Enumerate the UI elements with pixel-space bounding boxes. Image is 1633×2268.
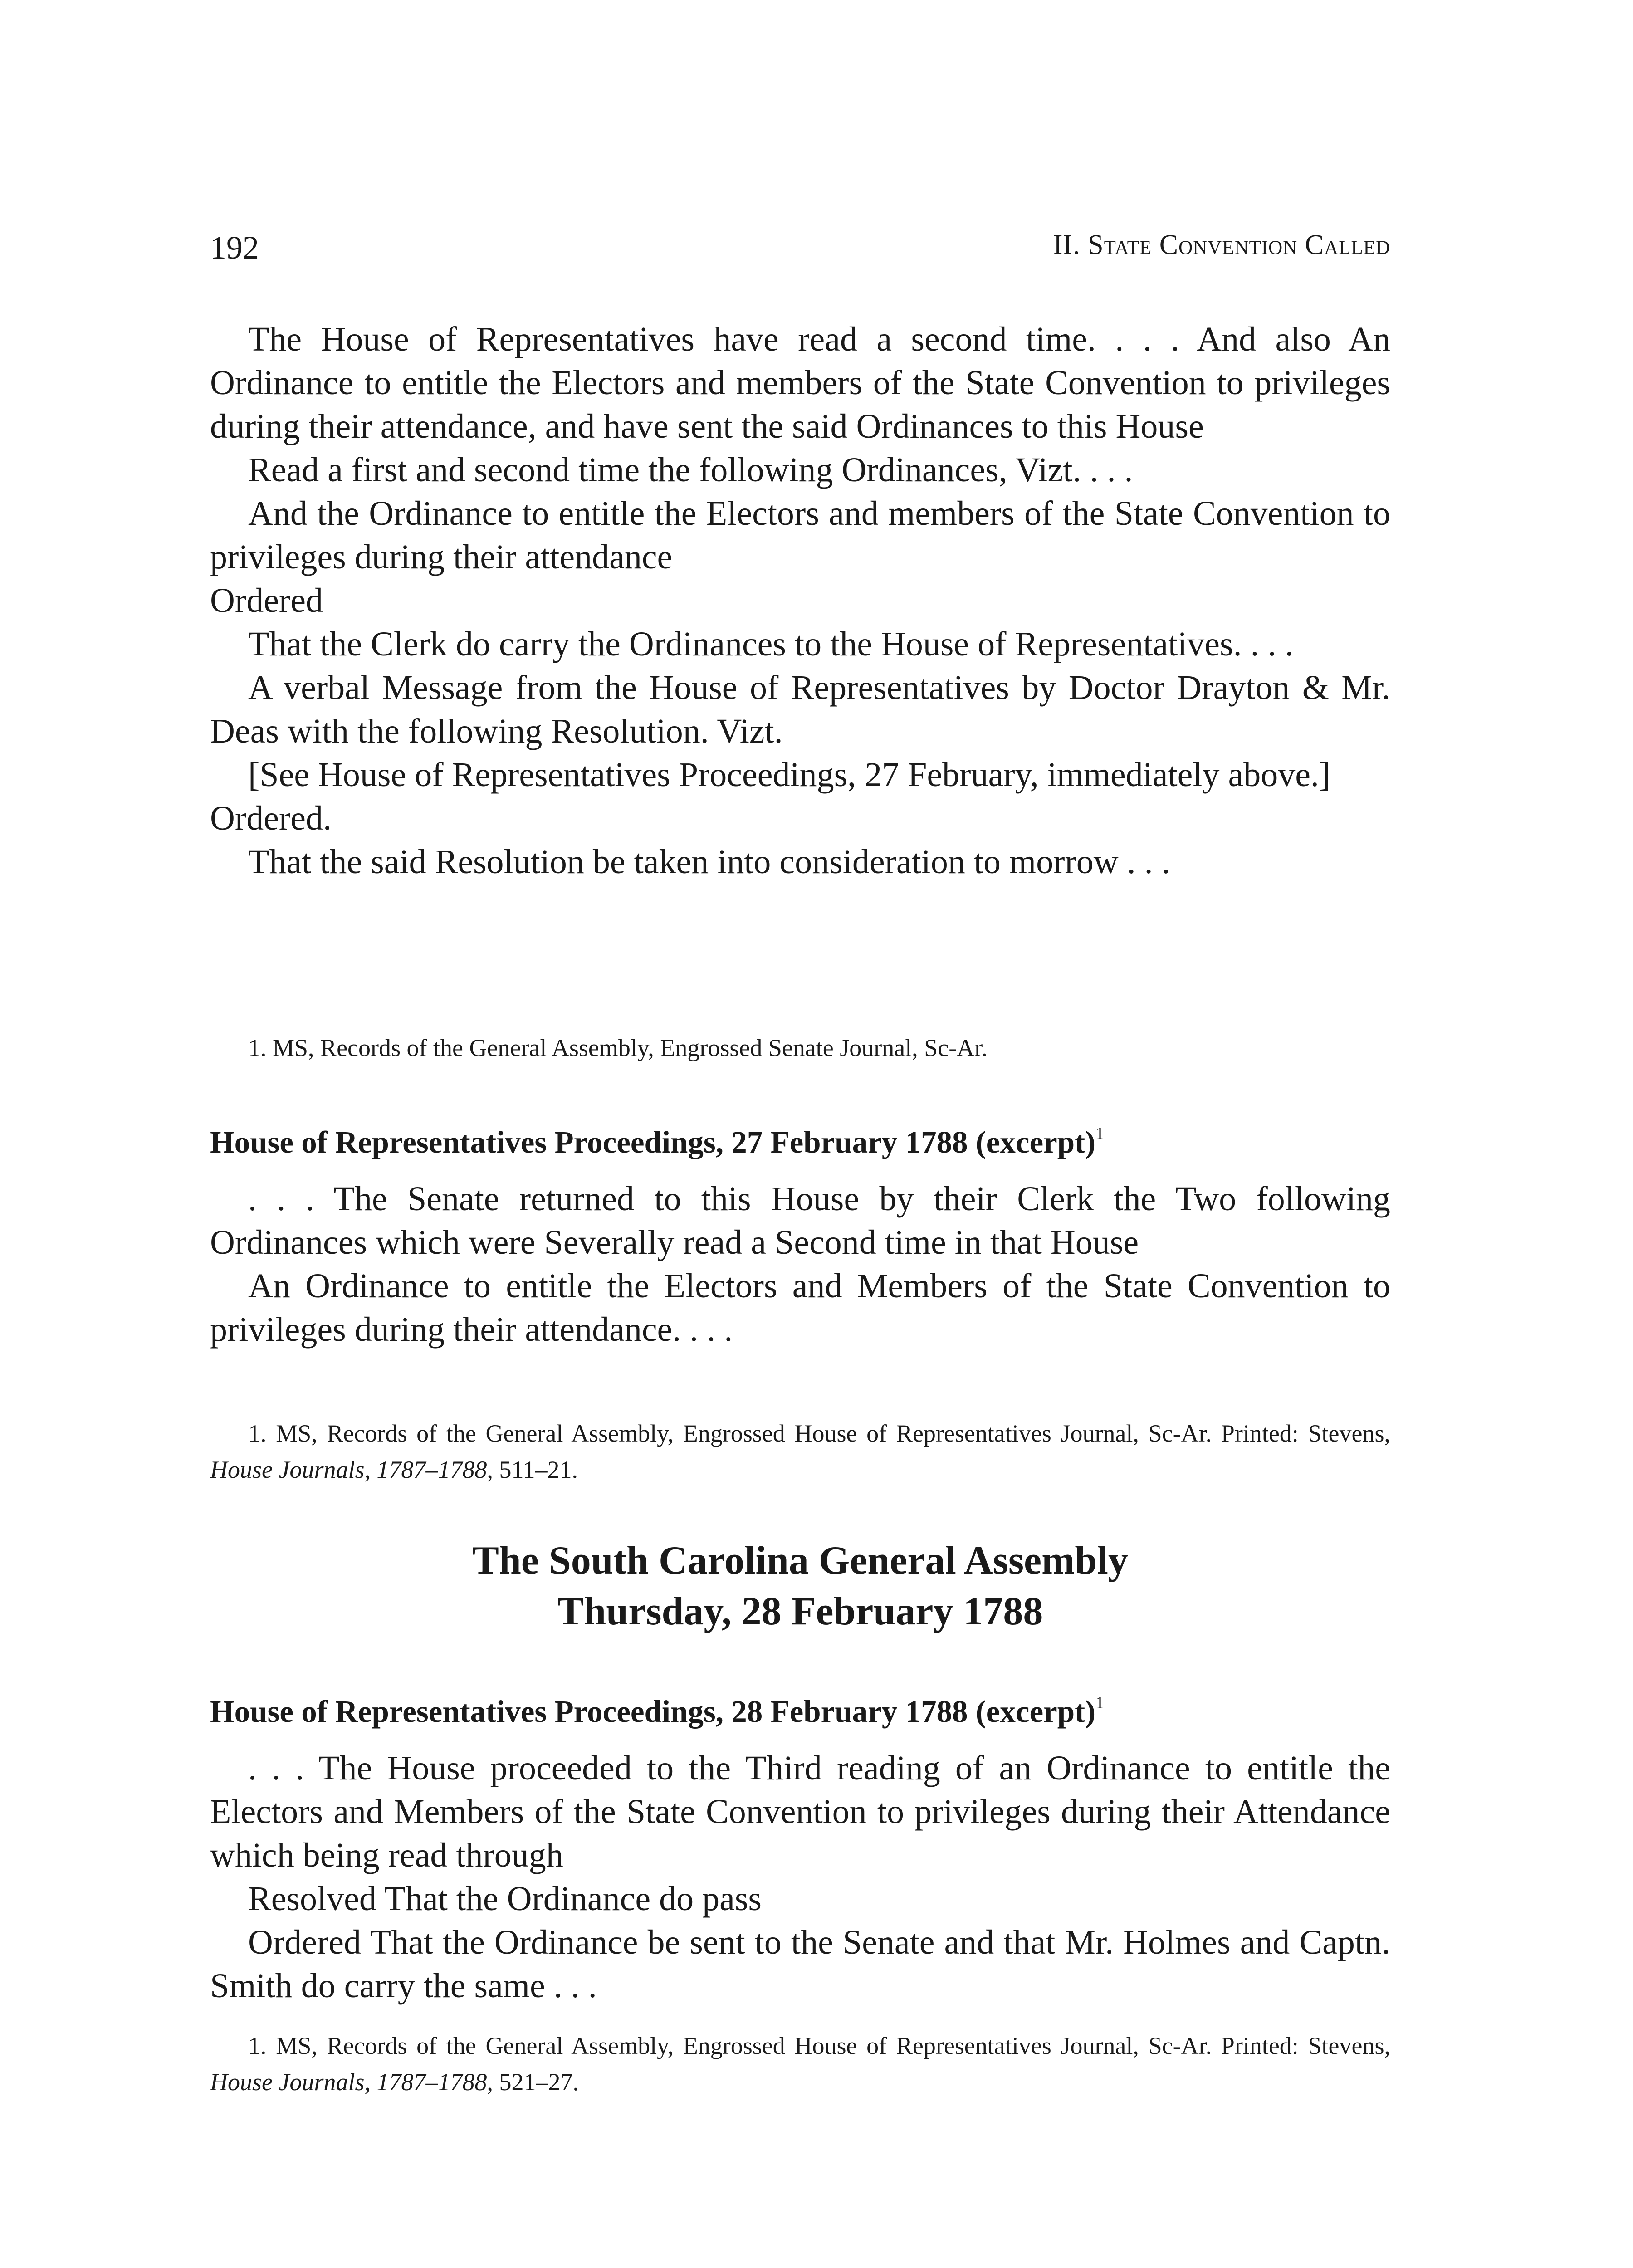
house-28-text [210,1746,1390,2008]
footnote-title-italic: House Journals, 1787–1788 [210,1456,487,1483]
page-number: 192 [210,230,259,266]
house-28-footnote [210,2028,1390,2100]
paragraph: An Ordinance to entitle the Electors and Members of the State Convention to privileges during their attendance. . . . [210,1267,1390,1349]
footnote: 1. MS, Records of the General Assembly, Engrossed Senate Journal, Sc-Ar. [248,1034,988,1061]
senate-footnote [210,1030,1390,1066]
footnote-title-italic: House Journals, 1787–1788 [210,2068,487,2096]
paragraph: Ordered [210,582,323,620]
heading-text: House of Representatives Proceedings, 28 February 1788 (excerpt) [210,1694,1096,1729]
section-title-line-1: The South Carolina General Assembly [472,1539,1128,1583]
paragraph: A verbal Message from the House of Representatives by Doctor Drayton & Mr. Deas with the following Resolution. Vizt. [210,669,1390,750]
paragraph: Ordered That the Ordinance be sent to the Senate and that Mr. Holmes and Captn. Smith do carry the same . . . [210,1923,1390,2005]
document-heading-27-february [210,1116,1390,1163]
paragraph: . . . The House proceeded to the Third reading of an Ordinance to entitle the Electors and Members of the State Convention to privileges during their Attendance which being read through [210,1749,1390,1874]
paragraph: That the said Resolution be taken into consideration to morrow . . . [248,843,1170,881]
section-title-line-2: Thursday, 28 February 1788 [557,1589,1043,1633]
footnote: 1. MS, Records of the General Assembly, Engrossed House of Representatives Journal, Sc-Ar. Printed: Stevens, House Journals, 1787–1788, 521–27. [210,2032,1390,2096]
section-title [210,1535,1390,1637]
paragraph: Read a first and second time the following Ordinances, Vizt. . . . [248,451,1133,489]
heading-text: House of Representatives Proceedings, 27 February 1788 (excerpt) [210,1125,1096,1159]
senate-journal-text [210,318,1390,884]
house-27-text [210,1177,1390,1351]
footnote-marker: 1 [1095,1693,1105,1712]
paragraph: Resolved That the Ordinance do pass [248,1880,762,1918]
document-heading-28-february [210,1685,1390,1732]
paragraph: [See House of Representatives Proceedings, 27 February, immediately above.] [248,756,1331,794]
paragraph: That the Clerk do carry the Ordinances to the House of Representatives. . . . [248,625,1294,663]
house-27-footnote [210,1415,1390,1488]
paragraph: And the Ordinance to entitle the Electors and members of the State Convention to privileges during their attendance [210,494,1390,576]
running-head [210,229,1390,274]
footnote: 1. MS, Records of the General Assembly, Engrossed House of Representatives Journal, Sc-Ar. Printed: Stevens, House Journals, 1787–1788, 511–21. [210,1420,1390,1483]
footnote-marker: 1 [1095,1124,1105,1143]
paragraph: . . . The Senate returned to this House by their Clerk the Two following Ordinances which were Severally read a Second time in that House [210,1180,1390,1261]
paragraph: Ordered. [210,799,332,837]
paragraph: The House of Representatives have read a second time. . . . And also An Ordinance to entitle the Electors and members of the State Convention to privileges during their attendance, and have sent the said Ordinances to this House [210,320,1390,445]
running-title: II. State Convention Called [1053,230,1390,260]
